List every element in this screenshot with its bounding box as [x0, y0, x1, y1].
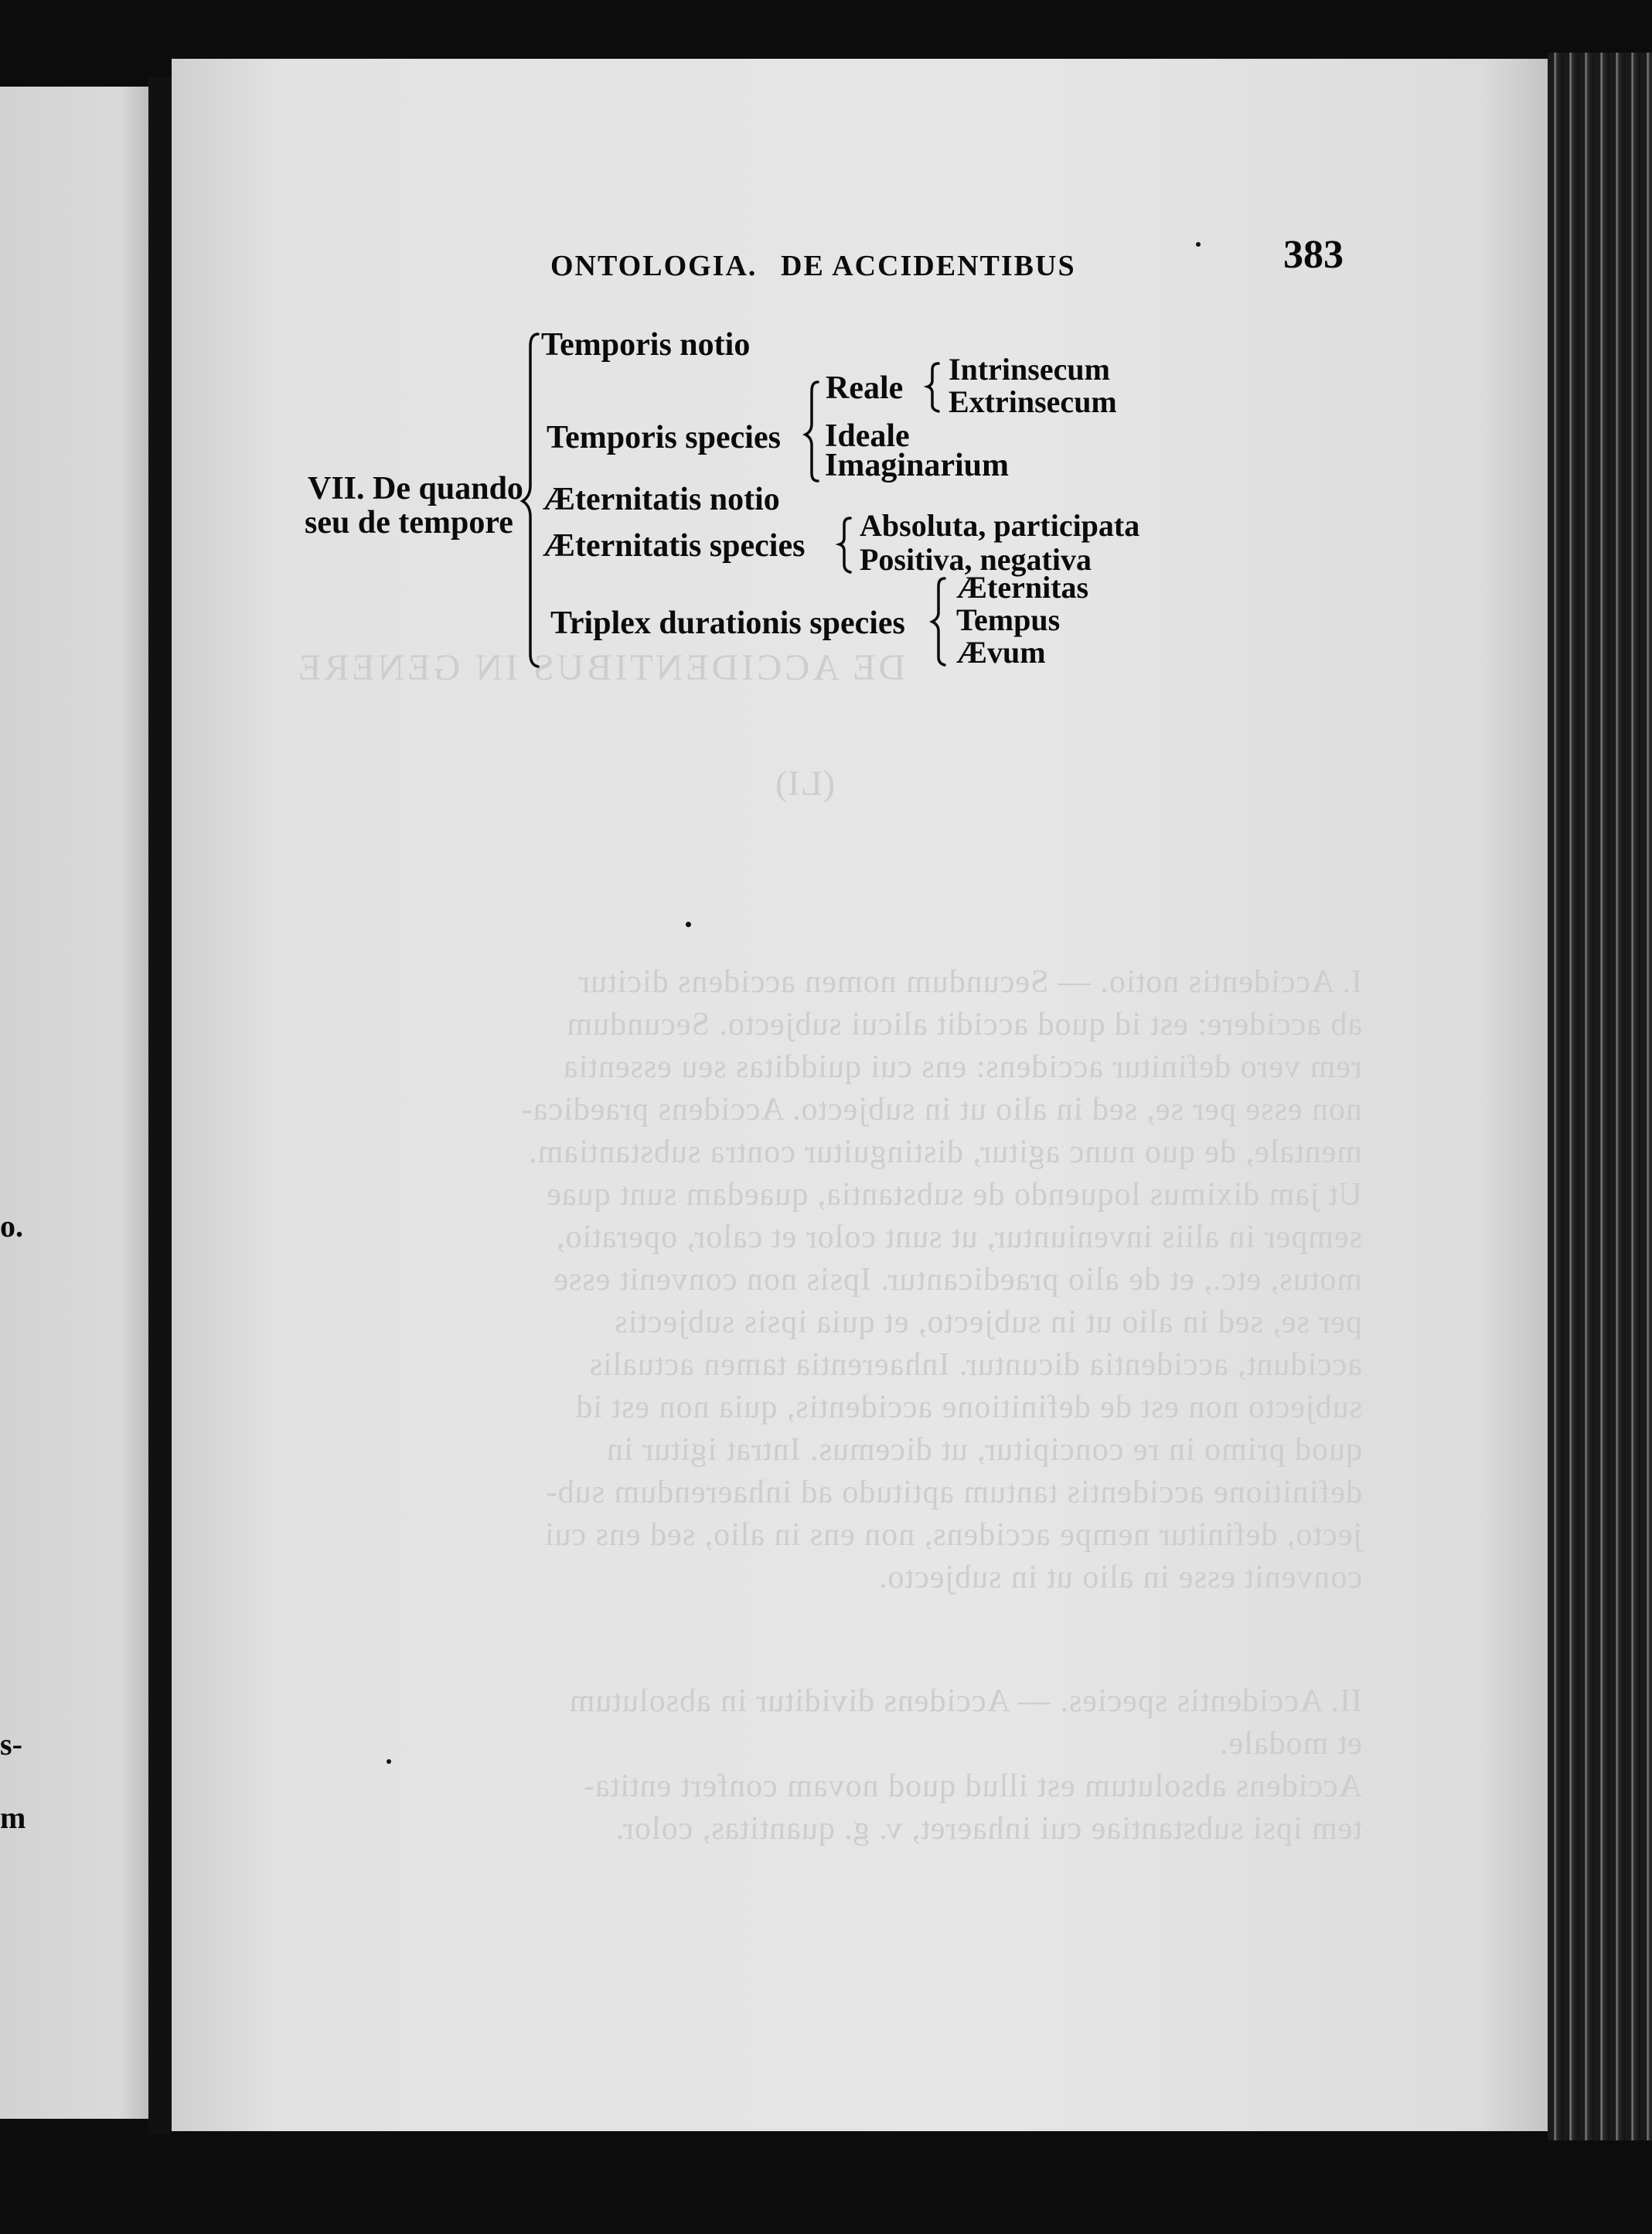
main-brace	[523, 334, 538, 667]
bleed-through-line: per se, sed in alio ut in subjecto, et quia ipsis subjectis	[614, 1305, 1362, 1340]
bleed-through-line: (LI)	[775, 763, 836, 803]
bleed-through-line: semper in aliis inveniuntur, ut sunt color et calor, operatio,	[555, 1219, 1362, 1255]
bleed-through-line: convenit esse in alio ut in subjecto.	[877, 1560, 1362, 1595]
bleed-through-line: definitione accidentis tantum aptitudo ad inhaerendum sub-	[545, 1475, 1362, 1510]
aeternitatis-species-brace	[840, 518, 850, 572]
left-page-fragment: o.	[0, 1209, 23, 1243]
bleed-through-line: Ut jam diximus loquendo de substantia, quaedam sunt quae	[546, 1177, 1362, 1212]
bleed-through-line: quod primo in re concipitur, ut dicemus. Intrat igitur in	[606, 1432, 1362, 1468]
bleed-through-line: non esse per se, sed in alio ut in subjecto. Accidens praedica-	[520, 1092, 1362, 1127]
bleed-through-line: II. Accidentis species. — Accidens dividitur in absolutum	[568, 1683, 1362, 1719]
bleed-through-line: DE ACCIDENTIBUS IN GENERE	[295, 647, 906, 688]
temporis-species-brace	[806, 382, 818, 481]
bleed-through-line: tem ipsi substantiae cui inhaeret, v. g. quantitas, color.	[615, 1811, 1362, 1847]
page-number: 383	[1283, 233, 1344, 277]
ink-speck	[1196, 242, 1201, 247]
outline-root-line-1: VII. De quando	[308, 471, 523, 506]
outline-item-reale: Reale	[826, 370, 904, 406]
bleed-through-line: et modale.	[1219, 1726, 1362, 1762]
outline-item-aeternitas: Æternitas	[956, 570, 1089, 605]
outline-item-absoluta: Absoluta, participata	[860, 508, 1140, 543]
bleed-through-line: jecto, definitur nempe accidens, non ens in alio, sed ens cui	[543, 1517, 1362, 1553]
outline-item-tempus: Tempus	[956, 602, 1061, 637]
outline-item-temporis-notio: Temporis notio	[541, 327, 751, 363]
bleed-through-line: accidunt, accidentia dicuntur. Inhaerentia tamen actualis	[588, 1347, 1362, 1383]
outline-item-temporis-species: Temporis species	[547, 420, 781, 455]
outline-item-positiva: Positiva, negativa	[860, 542, 1092, 577]
outline-item-ideale: Ideale	[825, 418, 910, 454]
left-page-fragment: s-	[0, 1727, 22, 1762]
bleed-through-line: ab accidere: est id quod accidit alicui subjecto. Secundum	[566, 1007, 1362, 1042]
bleed-through-line: motus, etc., et de alio praedicantur. Ipsis non convenit esse	[553, 1262, 1362, 1298]
bleed-through-line: I. Accidentis notio. — Secundum nomen accidens dicitur	[578, 964, 1362, 1000]
bleed-through-line: subjecto non est de definitione accidentis, quia non est id	[575, 1390, 1362, 1425]
running-title-subject: DE ACCIDENTIBUS	[781, 250, 1076, 282]
bleed-through-line: rem vero definitur accidens: ens cui quidditas seu essentia	[562, 1049, 1362, 1085]
bleed-through-line: mentale, de quo nunc agitur, distinguitur contra substantiam.	[528, 1134, 1362, 1170]
ink-speck	[686, 922, 691, 927]
outline-item-triplex: Triplex durationis species	[550, 605, 905, 641]
outline-item-imaginarium: Imaginarium	[825, 448, 1010, 483]
running-title: ONTOLOGIA.	[550, 250, 758, 282]
outline-item-aevum: Ævum	[956, 635, 1046, 670]
outline-root-line-2: seu de tempore	[305, 505, 513, 541]
outline-item-aeternitatis-notio: Æternitatis notio	[543, 482, 780, 517]
outline-item-extrinsecum: Extrinsecum	[949, 384, 1117, 419]
left-page-fragment: m	[0, 1800, 26, 1835]
ink-speck	[387, 1759, 391, 1764]
reale-brace	[928, 363, 938, 411]
outline-item-intrinsecum: Intrinsecum	[949, 352, 1110, 387]
bleed-through-line: Accidens absolutum est illud quod novam confert entita-	[583, 1768, 1362, 1804]
outline-item-aeternitatis-species: Æternitatis species	[543, 528, 806, 564]
triplex-brace	[932, 578, 945, 665]
